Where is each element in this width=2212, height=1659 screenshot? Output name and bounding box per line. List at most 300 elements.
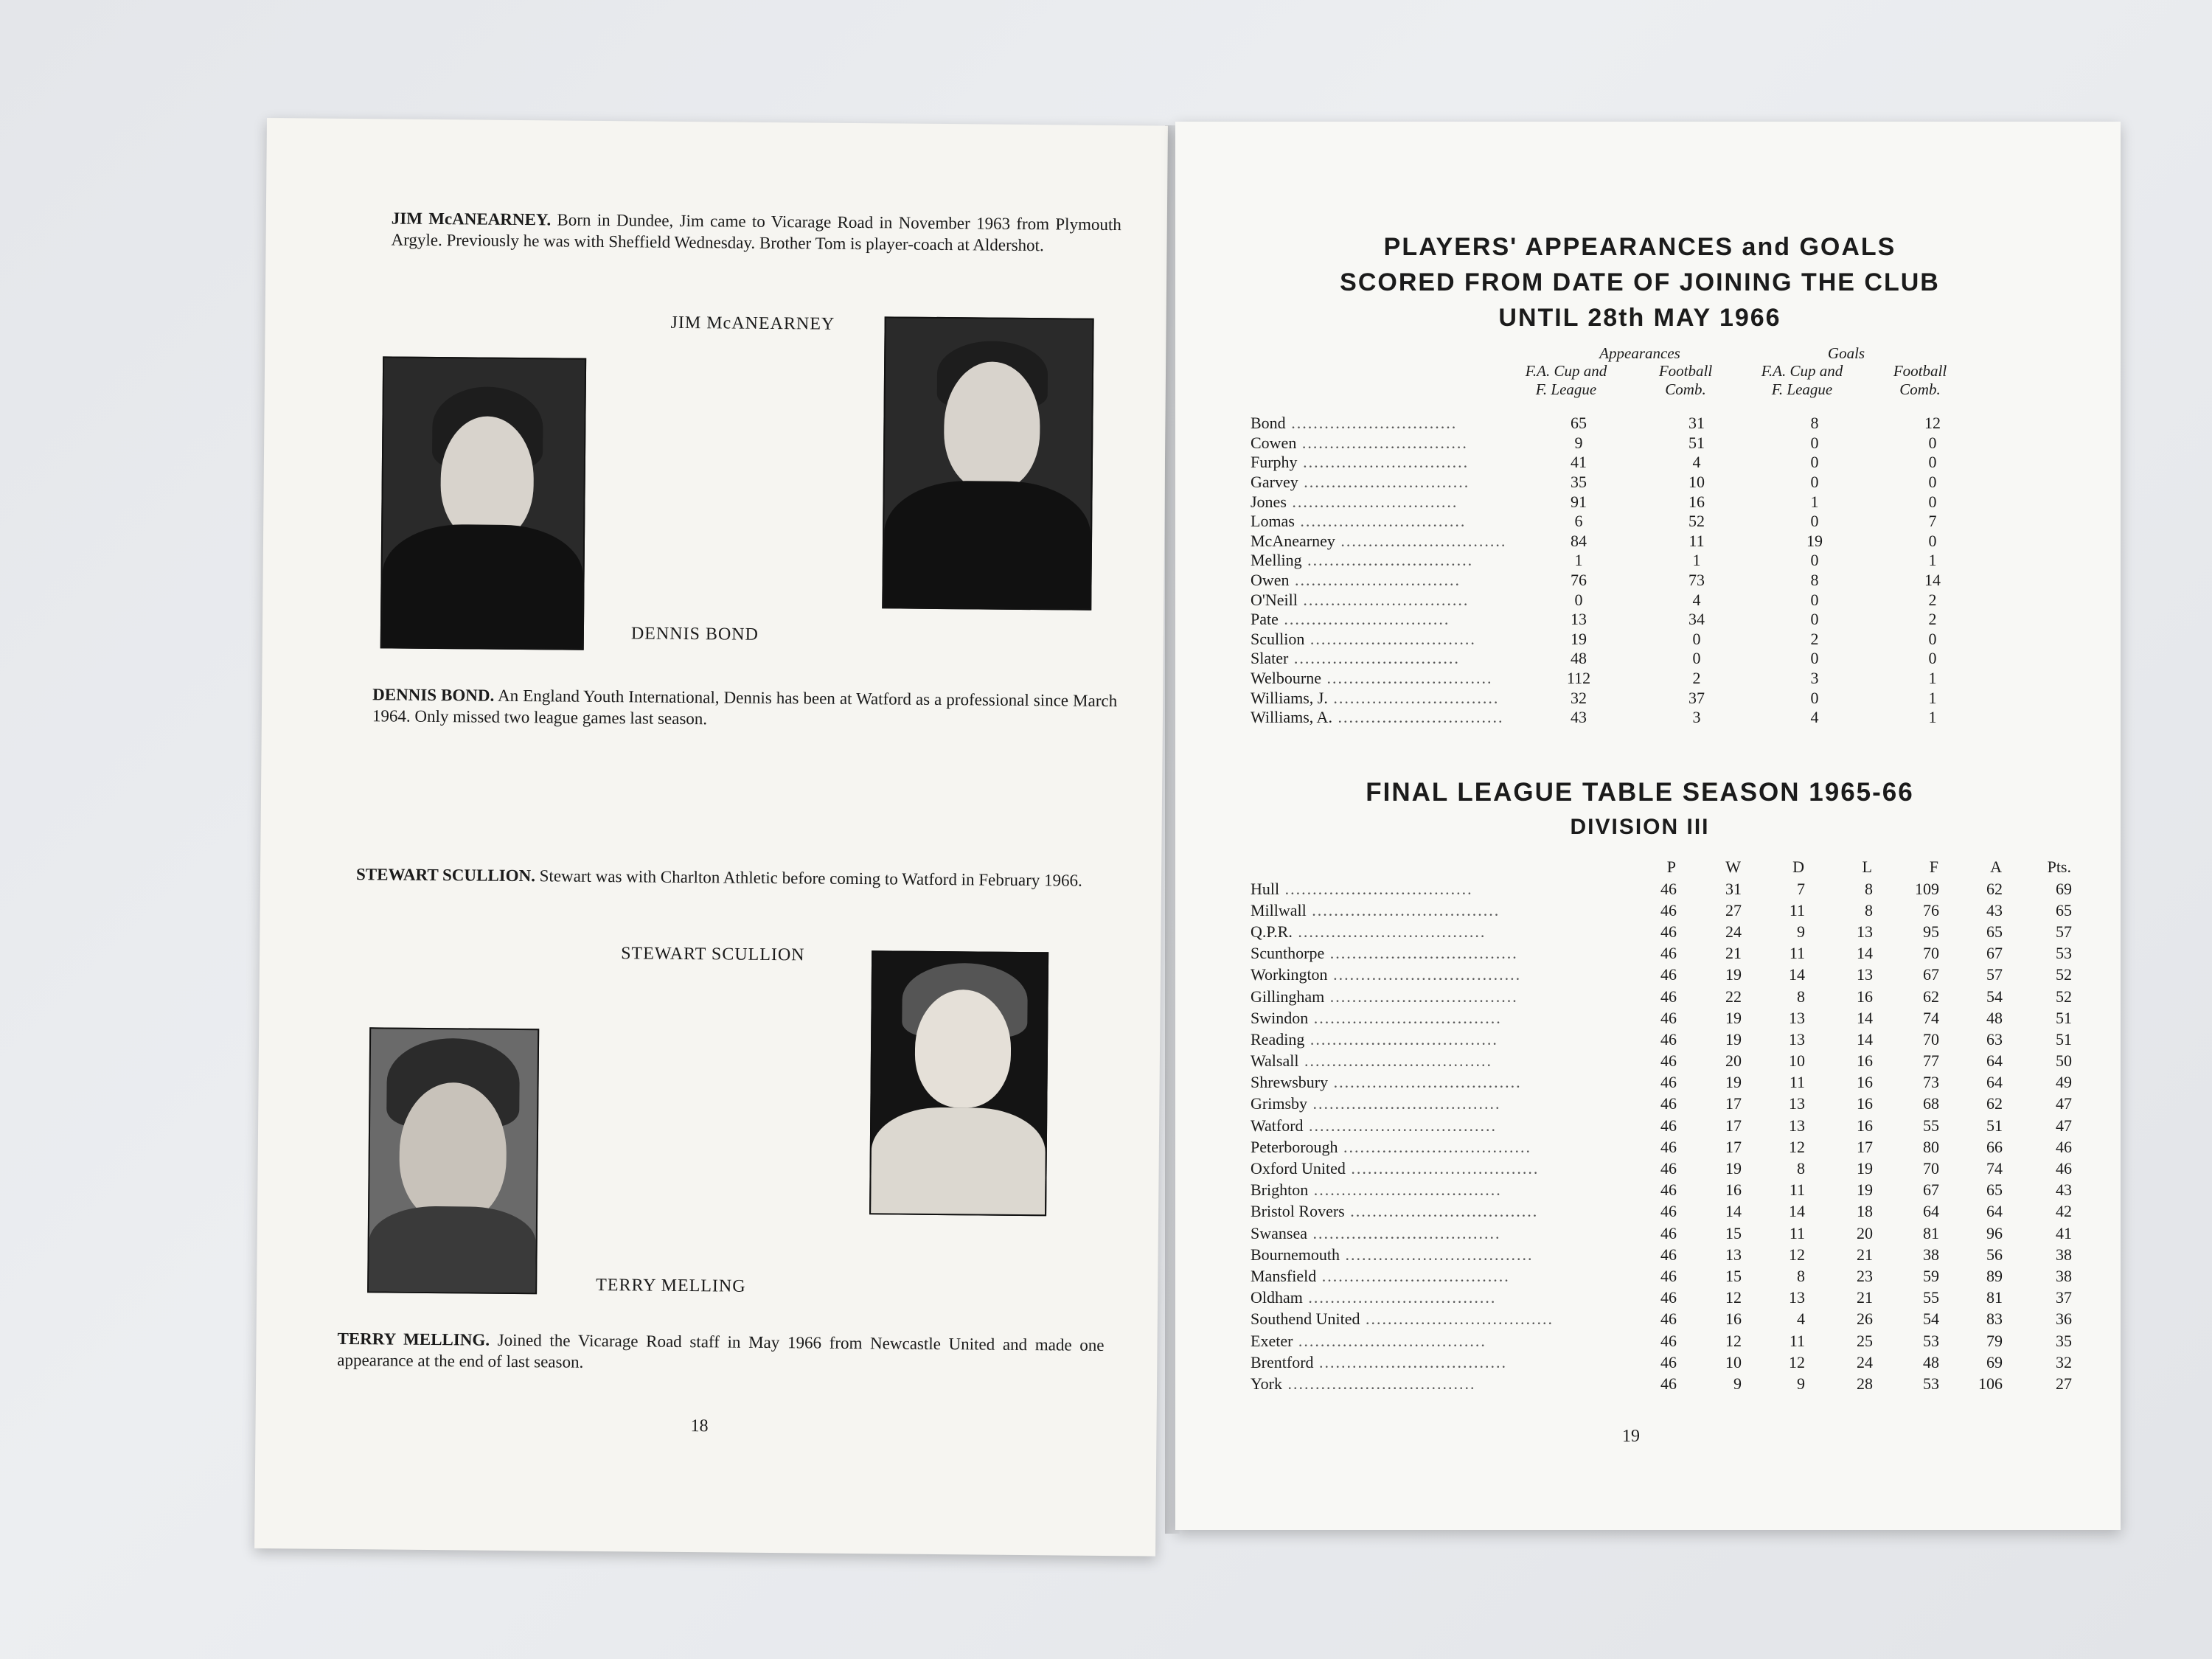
player-app-comb: 10 (1688, 473, 1705, 492)
league-a: 62 (1986, 1094, 2003, 1113)
team-name-text: Exeter (1251, 1331, 1293, 1350)
league-w: 19 (1725, 1008, 1742, 1027)
team-name-text: Scunthorpe (1251, 944, 1325, 963)
league-a: 54 (1986, 987, 2003, 1006)
league-f: 62 (1923, 987, 1939, 1006)
league-l: 19 (1857, 1159, 1873, 1178)
league-f: 76 (1923, 900, 1939, 919)
league-pts: 38 (2056, 1245, 2072, 1264)
league-pts: 49 (2056, 1073, 2072, 1092)
team-name-text: Reading (1251, 1029, 1305, 1048)
league-a: 64 (1986, 1202, 2003, 1221)
column-header-line: F. League (1771, 380, 1833, 398)
player-goals-comb: 1 (1928, 669, 1937, 688)
player-app-fl: 6 (1574, 512, 1583, 531)
player-name: O'Neill .............................. (1251, 590, 1470, 609)
player-row (1251, 414, 1984, 434)
player-app-fl: 19 (1571, 629, 1587, 648)
page-number: 18 (690, 1416, 709, 1436)
player-app-comb: 3 (1692, 708, 1701, 727)
team-name: Oldham .................................. (1251, 1288, 1497, 1307)
league-w: 15 (1725, 1266, 1742, 1285)
league-row (1251, 1158, 2072, 1179)
player-app-comb: 37 (1688, 688, 1705, 707)
player-name-text: McAnearney (1251, 531, 1335, 550)
player-app-comb: 4 (1692, 453, 1701, 472)
player-name-text: O'Neill (1251, 590, 1298, 609)
league-row (1251, 943, 2072, 964)
league-pts: 47 (2056, 1094, 2072, 1113)
appearances-title (1220, 229, 2060, 335)
team-name-text: Hull (1251, 879, 1280, 898)
league-f: 73 (1923, 1073, 1939, 1092)
column-header-line: F.A. Cup and (1761, 362, 1843, 380)
league-a: 67 (1986, 944, 2003, 963)
league-pts: 37 (2056, 1288, 2072, 1307)
team-name-text: Grimsby (1251, 1094, 1307, 1113)
league-f: 70 (1923, 1029, 1939, 1048)
league-pts: 35 (2056, 1331, 2072, 1350)
player-row (1251, 571, 1984, 591)
player-name-text: Lomas (1251, 512, 1295, 531)
team-name: Hull .................................. (1251, 879, 1473, 898)
team-name-text: Oxford United (1251, 1159, 1346, 1178)
player-row (1251, 532, 1984, 552)
league-l: 13 (1857, 965, 1873, 984)
player-goals-fl: 0 (1810, 433, 1819, 452)
player-name-text: Bond (1251, 414, 1286, 433)
team-name: Millwall .................................. (1251, 900, 1500, 919)
team-name-text: Swansea (1251, 1223, 1307, 1242)
league-pts: 27 (2056, 1374, 2072, 1393)
column-header (1500, 362, 1632, 399)
player-goals-comb: 7 (1928, 512, 1937, 531)
league-w: 17 (1725, 1094, 1742, 1113)
appearances-title-line: SCORED FROM DATE OF JOINING THE CLUB (1340, 268, 1940, 296)
player-app-comb: 0 (1692, 629, 1701, 648)
bio-name: DENNIS BOND. (372, 685, 495, 705)
player-name-text: Pate (1251, 610, 1279, 629)
team-name-text: Brentford (1251, 1352, 1314, 1371)
team-name-text: York (1251, 1374, 1283, 1393)
player-app-fl: 32 (1571, 688, 1587, 707)
league-p: 46 (1660, 1159, 1677, 1178)
team-name: Swansea .................................. (1251, 1223, 1501, 1242)
league-pts: 42 (2056, 1202, 2072, 1221)
league-l: 25 (1857, 1331, 1873, 1350)
league-p: 46 (1660, 1073, 1677, 1092)
league-subtitle: DIVISION III (1570, 815, 1710, 839)
player-row (1251, 610, 1984, 630)
team-name-text: Bournemouth (1251, 1245, 1340, 1264)
player-goals-fl: 1 (1810, 492, 1819, 511)
league-row (1251, 1201, 2072, 1222)
league-row (1251, 921, 2072, 942)
league-d: 12 (1789, 1245, 1805, 1264)
league-l: 8 (1865, 879, 1873, 898)
league-l: 8 (1865, 900, 1873, 919)
team-name-text: Swindon (1251, 1008, 1309, 1027)
league-d: 13 (1789, 1116, 1805, 1135)
player-goals-fl: 8 (1810, 571, 1819, 590)
player-goals-comb: 2 (1928, 610, 1937, 629)
league-row (1251, 1265, 2072, 1287)
team-name-text: Bristol Rovers (1251, 1202, 1345, 1221)
group-header-goals: Goals (1827, 344, 1865, 362)
league-p: 46 (1660, 1223, 1677, 1242)
player-name-text: Owen (1251, 571, 1290, 590)
player-goals-comb: 14 (1924, 571, 1941, 590)
column-header (1736, 362, 1868, 399)
league-row (1251, 1180, 2072, 1201)
league-w: 12 (1725, 1331, 1742, 1350)
league-w: 9 (1733, 1374, 1742, 1393)
league-w: 22 (1725, 987, 1742, 1006)
league-pts: 47 (2056, 1116, 2072, 1135)
player-goals-fl: 0 (1810, 610, 1819, 629)
player-name-text: Welbourne (1251, 669, 1321, 688)
league-f: 70 (1923, 944, 1939, 963)
player-app-fl: 0 (1574, 590, 1583, 609)
league-l: 16 (1857, 1051, 1873, 1071)
league-pts: 53 (2056, 944, 2072, 963)
appearances-table (1251, 414, 1984, 728)
player-goals-fl: 0 (1810, 512, 1819, 531)
league-p: 46 (1660, 1180, 1677, 1200)
team-name: Southend United .................................. (1251, 1310, 1554, 1329)
team-name: Brentford .................................. (1251, 1352, 1508, 1371)
league-d: 9 (1797, 1374, 1805, 1393)
league-w: 20 (1725, 1051, 1742, 1071)
bio-text: Stewart was with Charlton Athletic before coming to Watford in February 1966. (539, 866, 1082, 890)
league-header: F (1929, 858, 1938, 876)
league-p: 46 (1660, 1202, 1677, 1221)
bio-name: TERRY MELLING. (337, 1329, 490, 1349)
league-row (1251, 1007, 2072, 1029)
player-name: Scullion .............................. (1251, 629, 1476, 648)
league-header: D (1792, 858, 1804, 876)
league-pts: 43 (2056, 1180, 2072, 1200)
league-f: 109 (1915, 879, 1939, 898)
player-name-text: Cowen (1251, 433, 1297, 452)
league-w: 19 (1725, 1073, 1742, 1092)
league-p: 46 (1660, 1094, 1677, 1113)
league-p: 46 (1660, 1310, 1677, 1329)
league-p: 46 (1660, 944, 1677, 963)
photo-caption: JIM McANEARNEY (670, 313, 835, 334)
league-d: 12 (1789, 1137, 1805, 1156)
league-p: 46 (1660, 1116, 1677, 1135)
player-goals-fl: 2 (1810, 629, 1819, 648)
league-d: 11 (1789, 1331, 1805, 1350)
team-name: Reading .................................. (1251, 1029, 1498, 1048)
player-app-comb: 34 (1688, 610, 1705, 629)
group-header-appearances: Appearances (1599, 344, 1680, 362)
photo-terry-melling (367, 1027, 539, 1294)
team-name: Watford .................................. (1251, 1116, 1498, 1135)
player-name: Bond .............................. (1251, 414, 1458, 433)
league-w: 17 (1725, 1116, 1742, 1135)
league-f: 53 (1923, 1331, 1939, 1350)
player-app-fl: 43 (1571, 708, 1587, 727)
league-p: 46 (1660, 987, 1677, 1006)
player-goals-comb: 1 (1928, 708, 1937, 727)
league-a: 69 (1986, 1352, 2003, 1371)
player-goals-comb: 0 (1928, 492, 1937, 511)
player-name: Cowen .............................. (1251, 433, 1468, 452)
player-name: McAnearney .............................. (1251, 531, 1507, 550)
team-name-text: Q.P.R. (1251, 922, 1293, 941)
league-header: A (1990, 858, 2002, 876)
league-row (1251, 1309, 2072, 1330)
league-d: 11 (1789, 900, 1805, 919)
player-app-comb: 1 (1692, 551, 1701, 570)
photo-dennis-bond (380, 356, 586, 650)
league-p: 46 (1660, 1374, 1677, 1393)
league-w: 21 (1725, 944, 1742, 963)
team-name-text: Oldham (1251, 1288, 1303, 1307)
league-d: 8 (1797, 1159, 1805, 1178)
league-w: 14 (1725, 1202, 1742, 1221)
league-f: 95 (1923, 922, 1939, 941)
league-f: 64 (1923, 1202, 1939, 1221)
league-a: 64 (1986, 1073, 2003, 1092)
player-app-fl: 1 (1574, 551, 1583, 570)
player-app-fl: 41 (1571, 453, 1587, 472)
right-page (1175, 122, 2121, 1530)
team-name-text: Watford (1251, 1116, 1304, 1135)
player-row (1251, 492, 1984, 512)
league-d: 13 (1789, 1288, 1805, 1307)
league-d: 11 (1789, 1073, 1805, 1092)
league-d: 14 (1789, 1202, 1805, 1221)
player-name: Pate .............................. (1251, 610, 1450, 629)
player-row (1251, 669, 1984, 689)
photo-caption: TERRY MELLING (596, 1275, 746, 1296)
league-w: 19 (1725, 1029, 1742, 1048)
team-name: Brighton .................................. (1251, 1180, 1502, 1200)
player-goals-comb: 0 (1928, 629, 1937, 648)
column-header-line: Comb. (1665, 380, 1706, 398)
team-name-text: Walsall (1251, 1051, 1299, 1071)
league-row (1251, 900, 2072, 921)
team-name: Bournemouth .................................. (1251, 1245, 1534, 1264)
player-goals-fl: 0 (1810, 649, 1819, 668)
appearances-title-line: PLAYERS' APPEARANCES and GOALS (1383, 233, 1896, 261)
player-app-fl: 13 (1571, 610, 1587, 629)
team-name-text: Shrewsbury (1251, 1073, 1329, 1092)
player-goals-comb: 0 (1928, 473, 1937, 492)
league-pts: 51 (2056, 1008, 2072, 1027)
player-app-fl: 35 (1571, 473, 1587, 492)
player-name: Welbourne .............................. (1251, 669, 1493, 688)
player-name-text: Williams, A. (1251, 708, 1332, 727)
player-app-comb: 73 (1688, 571, 1705, 590)
league-d: 11 (1789, 1180, 1805, 1200)
column-header (1634, 362, 1737, 399)
league-d: 7 (1797, 879, 1805, 898)
bio-name: JIM McANEARNEY. (391, 209, 552, 229)
league-a: 65 (1986, 1180, 2003, 1200)
league-p: 46 (1660, 1051, 1677, 1071)
player-goals-fl: 0 (1810, 551, 1819, 570)
player-row (1251, 453, 1984, 473)
team-name-text: Mansfield (1251, 1266, 1317, 1285)
bio-text: Born in Dundee, Jim came to Vicarage Road in November 1963 from Plymouth Argyle. Previously he was with Sheffield Wednesday. Brother Tom is player-coach at Aldershot. (391, 210, 1121, 255)
league-l: 17 (1857, 1137, 1873, 1156)
team-name-text: Peterborough (1251, 1137, 1338, 1156)
league-p: 46 (1660, 965, 1677, 984)
league-header: Pts. (2047, 858, 2071, 876)
team-name: Peterborough .................................. (1251, 1137, 1532, 1156)
league-title: FINAL LEAGUE TABLE SEASON 1965-66 (1366, 778, 1914, 807)
league-f: 48 (1923, 1352, 1939, 1371)
player-app-comb: 51 (1688, 433, 1705, 452)
photo-caption: DENNIS BOND (630, 624, 759, 644)
league-l: 16 (1857, 1116, 1873, 1135)
league-pts: 36 (2056, 1310, 2072, 1329)
league-d: 8 (1797, 1266, 1805, 1285)
league-f: 81 (1923, 1223, 1939, 1242)
league-d: 12 (1789, 1352, 1805, 1371)
team-name: Scunthorpe .................................. (1251, 944, 1518, 963)
league-row (1251, 1244, 2072, 1265)
player-app-fl: 76 (1571, 571, 1587, 590)
league-f: 68 (1923, 1094, 1939, 1113)
league-f: 77 (1923, 1051, 1939, 1071)
league-p: 46 (1660, 1331, 1677, 1350)
player-row (1251, 630, 1984, 650)
bio-text: Joined the Vicarage Road staff in May 1966 from Newcastle United and made one appearance at the end of last season. (337, 1330, 1105, 1371)
player-app-comb: 2 (1692, 669, 1701, 688)
player-name-text: Furphy (1251, 453, 1298, 472)
player-name: Lomas .............................. (1251, 512, 1467, 531)
league-a: 62 (1986, 879, 2003, 898)
bio-bond (372, 684, 1117, 733)
league-l: 23 (1857, 1266, 1873, 1285)
league-f: 55 (1923, 1288, 1939, 1307)
league-p: 46 (1660, 1008, 1677, 1027)
league-a: 96 (1986, 1223, 2003, 1242)
player-app-comb: 52 (1688, 512, 1705, 531)
player-app-comb: 0 (1692, 649, 1701, 668)
league-d: 4 (1797, 1310, 1805, 1329)
league-a: 48 (1986, 1008, 2003, 1027)
player-app-fl: 91 (1571, 492, 1587, 511)
league-l: 20 (1857, 1223, 1873, 1242)
player-app-fl: 9 (1574, 433, 1583, 452)
league-d: 10 (1789, 1051, 1805, 1071)
team-name: Walsall .................................. (1251, 1051, 1492, 1071)
league-w: 10 (1725, 1352, 1742, 1371)
player-row (1251, 434, 1984, 453)
league-a: 43 (1986, 900, 2003, 919)
player-row (1251, 708, 1984, 728)
bio-scullion (356, 863, 1116, 891)
player-name: Williams, J. .............................. (1251, 688, 1500, 707)
player-app-comb: 31 (1688, 414, 1705, 433)
player-name-text: Scullion (1251, 629, 1305, 648)
bio-mcanearney (391, 207, 1121, 257)
player-goals-fl: 0 (1810, 473, 1819, 492)
league-a: 63 (1986, 1029, 2003, 1048)
league-pts: 46 (2056, 1159, 2072, 1178)
league-row (1251, 1115, 2072, 1136)
league-f: 80 (1923, 1137, 1939, 1156)
league-row (1251, 1287, 2072, 1309)
league-row (1251, 1051, 2072, 1072)
league-row (1251, 1093, 2072, 1115)
league-a: 81 (1986, 1288, 2003, 1307)
team-name: Workington .................................. (1251, 965, 1522, 984)
team-name-text: Southend United (1251, 1310, 1360, 1329)
league-l: 13 (1857, 922, 1873, 941)
team-name: Grimsby .................................. (1251, 1094, 1501, 1113)
league-a: 74 (1986, 1159, 2003, 1178)
league-p: 46 (1660, 1266, 1677, 1285)
player-row (1251, 688, 1984, 708)
player-name-text: Jones (1251, 492, 1287, 511)
league-p: 46 (1660, 1137, 1677, 1156)
photo-jim-mcanearney (882, 316, 1093, 610)
league-d: 13 (1789, 1094, 1805, 1113)
column-header-line: F.A. Cup and (1525, 362, 1607, 380)
player-app-fl: 84 (1571, 531, 1587, 550)
league-a: 57 (1986, 965, 2003, 984)
league-w: 16 (1725, 1180, 1742, 1200)
league-a: 79 (1986, 1331, 2003, 1350)
league-pts: 52 (2056, 987, 2072, 1006)
league-l: 16 (1857, 1073, 1873, 1092)
team-name-text: Gillingham (1251, 987, 1325, 1006)
league-a: 66 (1986, 1137, 2003, 1156)
league-pts: 69 (2056, 879, 2072, 898)
league-f: 70 (1923, 1159, 1939, 1178)
column-header (1868, 362, 1972, 399)
league-pts: 46 (2056, 1137, 2072, 1156)
league-f: 67 (1923, 965, 1939, 984)
league-w: 31 (1725, 879, 1742, 898)
league-l: 16 (1857, 1094, 1873, 1113)
player-goals-comb: 0 (1928, 649, 1937, 668)
team-name-text: Workington (1251, 965, 1328, 984)
player-goals-fl: 0 (1810, 688, 1819, 707)
appearances-title-line: UNTIL 28th MAY 1966 (1498, 304, 1781, 332)
team-name: Oxford United .................................. (1251, 1159, 1540, 1178)
league-row (1251, 1136, 2072, 1158)
team-name: Swindon .................................. (1251, 1008, 1502, 1027)
league-a: 51 (1986, 1116, 2003, 1135)
league-pts: 32 (2056, 1352, 2072, 1371)
player-row (1251, 590, 1984, 610)
league-l: 26 (1857, 1310, 1873, 1329)
league-p: 46 (1660, 900, 1677, 919)
league-pts: 50 (2056, 1051, 2072, 1071)
player-name: Furphy .............................. (1251, 453, 1470, 472)
player-name-text: Melling (1251, 551, 1302, 570)
player-goals-fl: 4 (1810, 708, 1819, 727)
league-f: 54 (1923, 1310, 1939, 1329)
league-w: 15 (1725, 1223, 1742, 1242)
league-a: 56 (1986, 1245, 2003, 1264)
league-p: 46 (1660, 922, 1677, 941)
column-header-line: Football (1658, 362, 1713, 380)
league-l: 14 (1857, 1008, 1873, 1027)
league-f: 38 (1923, 1245, 1939, 1264)
league-d: 11 (1789, 1223, 1805, 1242)
player-name-text: Slater (1251, 649, 1289, 668)
player-goals-comb: 1 (1928, 688, 1937, 707)
